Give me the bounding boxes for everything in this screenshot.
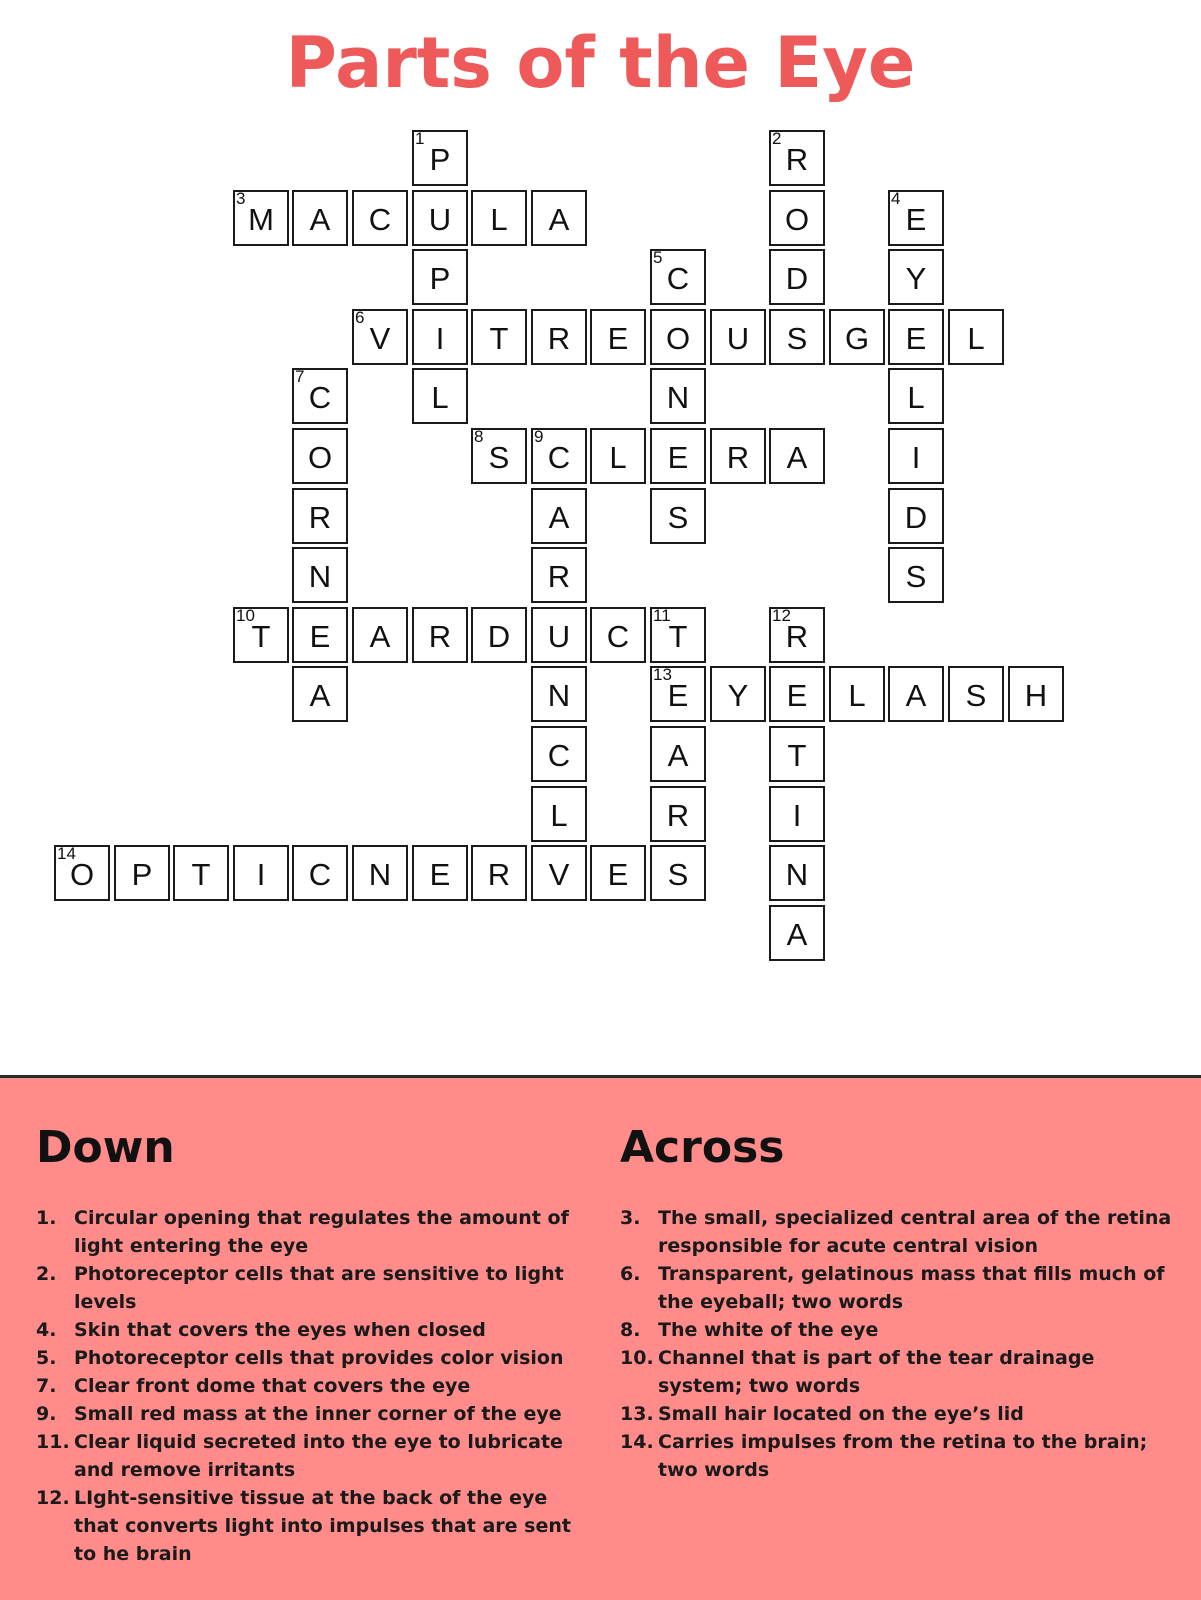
cell-letter: V <box>548 857 570 892</box>
clue-text: Small hair located on the eye’s lid <box>658 1403 1024 1425</box>
clue-text: Small red mass at the inner corner of the eye <box>74 1403 562 1425</box>
cell-letter: L <box>431 380 449 415</box>
cell-letter: S <box>905 559 927 594</box>
cell-letter: S <box>965 678 987 713</box>
clue-number: 10. <box>620 1347 654 1369</box>
cell-letter: P <box>131 857 153 892</box>
clue-number: 12. <box>36 1487 70 1509</box>
grid-cell[interactable] <box>412 309 468 365</box>
grid-cell[interactable] <box>769 130 825 186</box>
grid-cell[interactable] <box>769 666 825 722</box>
across-clues <box>620 1118 1180 1484</box>
clue-number: 7 <box>295 367 305 386</box>
clue-number: 2 <box>772 129 782 148</box>
clue-number: 3. <box>620 1207 641 1229</box>
grid-cell[interactable] <box>531 547 587 603</box>
clue-number: 9. <box>36 1403 57 1425</box>
cell-letter: Y <box>905 261 927 296</box>
clue-number: 1 <box>415 129 425 148</box>
cell-letter: E <box>667 440 689 475</box>
grid-cell[interactable] <box>710 666 766 722</box>
cell-letter: E <box>905 202 927 237</box>
grid-cell[interactable] <box>531 488 587 544</box>
clue-panel <box>0 1075 1201 1600</box>
clue-number: 5. <box>36 1347 57 1369</box>
grid-cell[interactable] <box>531 786 587 842</box>
clue-number: 1. <box>36 1207 57 1229</box>
down-clue <box>36 1484 596 1568</box>
cell-letter: L <box>907 380 925 415</box>
cell-letter: L <box>609 440 627 475</box>
grid-cell[interactable] <box>1008 666 1064 722</box>
clue-number: 9 <box>534 427 544 446</box>
grid-cell[interactable] <box>352 845 408 901</box>
grid-cell[interactable] <box>650 726 706 782</box>
grid-cell[interactable] <box>888 488 944 544</box>
cell-letter: H <box>1024 678 1048 713</box>
clue-text: Skin that covers the eyes when closed <box>74 1319 486 1341</box>
grid-cell[interactable] <box>292 547 348 603</box>
cell-letter: N <box>547 678 571 713</box>
clue-text: Transparent, gelatinous mass that fills much of the eyeball; two words <box>658 1263 1165 1313</box>
cell-letter: A <box>667 738 689 773</box>
grid-cell[interactable] <box>412 190 468 246</box>
grid-cell[interactable] <box>233 190 289 246</box>
grid-cell[interactable] <box>233 607 289 663</box>
cell-letter: R <box>428 619 452 654</box>
grid-cell[interactable] <box>292 845 348 901</box>
grid-cell[interactable] <box>531 845 587 901</box>
cell-letter: I <box>792 798 802 833</box>
cell-letter: S <box>786 321 808 356</box>
cell-letter: M <box>248 202 274 237</box>
down-clue <box>36 1400 596 1428</box>
across-clue-list <box>620 1204 1180 1484</box>
down-clue <box>36 1428 596 1484</box>
clue-number: 4 <box>891 189 901 208</box>
grid-cell[interactable] <box>531 190 587 246</box>
clue-text: Carries impulses from the retina to the brain; two words <box>658 1431 1148 1481</box>
grid-cell[interactable] <box>888 190 944 246</box>
cell-letter: U <box>428 202 452 237</box>
cell-letter: U <box>726 321 750 356</box>
clue-text: Channel that is part of the tear drainage system; two words <box>658 1347 1095 1397</box>
across-clue <box>620 1204 1180 1260</box>
cell-letter: Y <box>727 678 749 713</box>
grid-cell[interactable] <box>412 249 468 305</box>
cell-letter: U <box>547 619 571 654</box>
grid-cell[interactable] <box>888 249 944 305</box>
grid-cell[interactable] <box>531 309 587 365</box>
grid-cell[interactable] <box>590 428 646 484</box>
cell-letter: C <box>368 202 392 237</box>
grid-cell[interactable] <box>590 845 646 901</box>
cell-letter: I <box>256 857 266 892</box>
down-clue <box>36 1344 596 1372</box>
cell-letter: O <box>307 440 333 475</box>
clue-number: 8. <box>620 1319 641 1341</box>
grid-cell[interactable] <box>769 428 825 484</box>
cell-letter: R <box>308 500 332 535</box>
cell-letter: V <box>369 321 391 356</box>
cell-letter: D <box>904 500 928 535</box>
clue-number: 5 <box>653 248 663 267</box>
grid-cell[interactable] <box>412 368 468 424</box>
cell-letter: P <box>429 261 451 296</box>
across-clue <box>620 1344 1180 1400</box>
grid-cell[interactable] <box>710 428 766 484</box>
grid-cell[interactable] <box>769 845 825 901</box>
down-clue-list <box>36 1204 596 1568</box>
cell-letter: E <box>607 321 629 356</box>
down-clues <box>36 1118 596 1568</box>
clue-number: 12 <box>772 606 791 625</box>
grid-cell[interactable] <box>948 666 1004 722</box>
grid-cell[interactable] <box>531 607 587 663</box>
cell-letter: A <box>309 678 331 713</box>
across-clue <box>620 1400 1180 1428</box>
cell-letter: R <box>666 798 690 833</box>
down-heading: Down <box>36 1122 175 1173</box>
cell-letter: C <box>666 261 690 296</box>
cell-letter: T <box>787 738 807 773</box>
clue-number: 14. <box>620 1431 654 1453</box>
grid-cell[interactable] <box>769 905 825 961</box>
grid-cell[interactable] <box>888 309 944 365</box>
grid-cell[interactable] <box>531 666 587 722</box>
cell-letter: S <box>667 500 689 535</box>
grid-cell[interactable] <box>710 309 766 365</box>
grid-cell[interactable] <box>471 309 527 365</box>
cell-letter: T <box>489 321 509 356</box>
grid-cell[interactable] <box>769 309 825 365</box>
cell-letter: T <box>191 857 211 892</box>
grid-cell[interactable] <box>471 845 527 901</box>
cell-letter: R <box>547 321 571 356</box>
cell-letter: C <box>547 440 571 475</box>
cell-letter: T <box>251 619 271 654</box>
page-title: Parts of the Eye <box>285 22 916 104</box>
grid-cell[interactable] <box>650 249 706 305</box>
grid-cell[interactable] <box>769 190 825 246</box>
clue-number: 11 <box>653 606 671 625</box>
grid-cell[interactable] <box>531 726 587 782</box>
cell-letter: R <box>785 619 809 654</box>
cell-letter: R <box>547 559 571 594</box>
clue-number: 8 <box>474 427 484 446</box>
clue-number: 6 <box>355 308 365 327</box>
cell-letter: A <box>548 202 570 237</box>
clue-number: 13 <box>653 665 672 684</box>
cell-letter: P <box>429 142 451 177</box>
cell-letter: R <box>487 857 511 892</box>
across-clue <box>620 1428 1180 1484</box>
cell-letter: S <box>488 440 510 475</box>
grid-cell[interactable] <box>233 845 289 901</box>
grid-cell[interactable] <box>471 190 527 246</box>
cell-letter: N <box>785 857 809 892</box>
cell-letter: O <box>784 202 810 237</box>
down-clue <box>36 1260 596 1316</box>
grid-cell[interactable] <box>292 190 348 246</box>
grid-cell[interactable] <box>292 666 348 722</box>
grid-cell[interactable] <box>888 547 944 603</box>
cell-letter: I <box>435 321 445 356</box>
clue-number: 13. <box>620 1403 654 1425</box>
cell-letter: O <box>665 321 691 356</box>
cell-letter: C <box>308 380 332 415</box>
cell-letter: T <box>668 619 688 654</box>
cell-letter: E <box>667 678 689 713</box>
across-heading: Across <box>620 1122 785 1173</box>
grid-cell[interactable] <box>54 845 110 901</box>
cell-letter: R <box>726 440 750 475</box>
cell-letter: D <box>785 261 809 296</box>
cell-letter: I <box>911 440 921 475</box>
grid-cell[interactable] <box>292 368 348 424</box>
cell-letter: L <box>490 202 508 237</box>
grid-cell[interactable] <box>650 607 706 663</box>
grid-cell[interactable] <box>292 488 348 544</box>
clue-number: 7. <box>36 1375 57 1397</box>
clue-number: 6. <box>620 1263 641 1285</box>
cell-letter: A <box>905 678 927 713</box>
across-clue <box>620 1316 1180 1344</box>
clue-text: The small, specialized central area of the retina responsible for acute central vision <box>658 1207 1172 1257</box>
cell-letter: E <box>429 857 451 892</box>
across-clue <box>620 1260 1180 1316</box>
clue-number: 11. <box>36 1431 70 1453</box>
cell-letter: A <box>786 440 808 475</box>
grid-cell[interactable] <box>412 130 468 186</box>
cell-letter: L <box>967 321 985 356</box>
clue-number: 2. <box>36 1263 57 1285</box>
cell-letter: A <box>369 619 391 654</box>
clue-text: Photoreceptor cells that are sensitive to light levels <box>74 1263 564 1313</box>
clue-text: Clear front dome that covers the eye <box>74 1375 471 1397</box>
clue-number: 4. <box>36 1319 57 1341</box>
grid-cell[interactable] <box>888 666 944 722</box>
grid-cell[interactable] <box>352 190 408 246</box>
grid-cell[interactable] <box>769 607 825 663</box>
grid-cell[interactable] <box>829 309 885 365</box>
grid-cell[interactable] <box>412 845 468 901</box>
grid-cell[interactable] <box>650 666 706 722</box>
grid-cell[interactable] <box>352 607 408 663</box>
grid-cell[interactable] <box>471 428 527 484</box>
grid-cell[interactable] <box>412 607 468 663</box>
clue-text: Clear liquid secreted into the eye to lubricate and remove irritants <box>74 1431 563 1481</box>
cell-letter: G <box>844 321 870 356</box>
grid-cell[interactable] <box>948 309 1004 365</box>
grid-cell[interactable] <box>352 309 408 365</box>
grid-cell[interactable] <box>650 368 706 424</box>
grid-cell[interactable] <box>650 786 706 842</box>
grid-cell[interactable] <box>471 607 527 663</box>
clue-number: 3 <box>236 189 246 208</box>
grid-cell[interactable] <box>829 666 885 722</box>
grid-cell[interactable] <box>590 309 646 365</box>
clue-text: LIght-sensitive tissue at the back of the eye that converts light into impulses that are sent to he brain <box>74 1487 571 1565</box>
clue-text: Photoreceptor cells that provides color vision <box>74 1347 564 1369</box>
cell-letter: E <box>607 857 629 892</box>
cell-letter: O <box>69 857 95 892</box>
grid-cell[interactable] <box>590 607 646 663</box>
grid-cell[interactable] <box>173 845 229 901</box>
grid-cell[interactable] <box>769 786 825 842</box>
cell-letter: E <box>905 321 927 356</box>
cell-letter: C <box>606 619 630 654</box>
down-clue <box>36 1204 596 1260</box>
grid-cell[interactable] <box>650 488 706 544</box>
grid-cell[interactable] <box>650 845 706 901</box>
grid-cell[interactable] <box>769 249 825 305</box>
grid-cell[interactable] <box>888 428 944 484</box>
cell-letter: N <box>308 559 332 594</box>
clue-number: 10 <box>236 606 255 625</box>
grid-cell[interactable] <box>114 845 170 901</box>
grid-cell[interactable] <box>650 309 706 365</box>
cell-letter: E <box>309 619 331 654</box>
grid-cell[interactable] <box>650 428 706 484</box>
down-clue <box>36 1316 596 1344</box>
grid-cell[interactable] <box>292 607 348 663</box>
clue-number: 14 <box>57 844 76 863</box>
grid-cell[interactable] <box>769 726 825 782</box>
grid-cell[interactable] <box>888 368 944 424</box>
cell-letter: N <box>368 857 392 892</box>
cell-letter: S <box>667 857 689 892</box>
grid-cell[interactable] <box>531 428 587 484</box>
cell-letter: A <box>548 500 570 535</box>
clue-text: The white of the eye <box>658 1319 879 1341</box>
grid-cell[interactable] <box>292 428 348 484</box>
cell-letter: L <box>848 678 866 713</box>
cell-letter: C <box>308 857 332 892</box>
down-clue <box>36 1372 596 1400</box>
cell-letter: C <box>547 738 571 773</box>
cell-letter: R <box>785 142 809 177</box>
cell-letter: A <box>786 917 808 952</box>
cell-letter: N <box>666 380 690 415</box>
cell-letter: A <box>309 202 331 237</box>
cell-letter: E <box>786 678 808 713</box>
cell-letter: D <box>487 619 511 654</box>
cell-letter: L <box>550 798 568 833</box>
clue-text: Circular opening that regulates the amount of light entering the eye <box>74 1207 569 1257</box>
